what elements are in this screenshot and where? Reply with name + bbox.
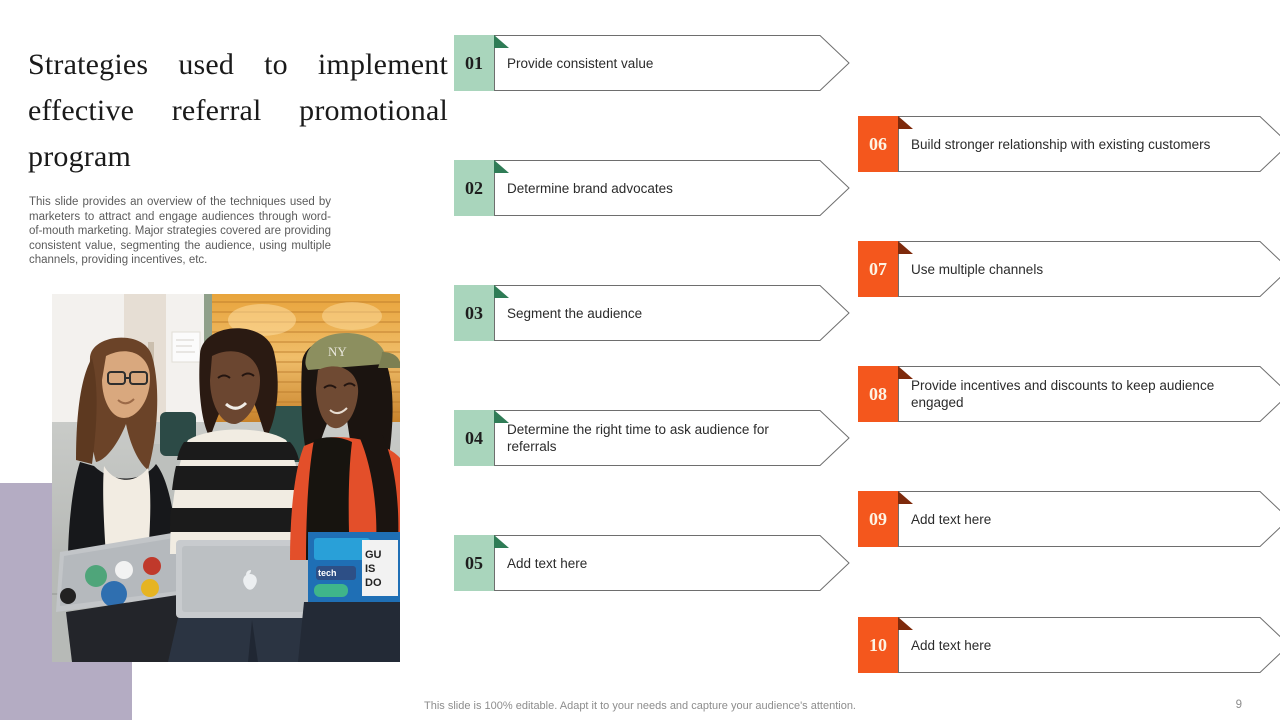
page-number: 9 — [1235, 699, 1242, 711]
strategy-label: Determine the right time to ask audience for referrals — [507, 422, 769, 454]
svg-text:tech: tech — [318, 568, 337, 578]
corner-fold-icon — [494, 535, 509, 548]
corner-fold-icon — [898, 116, 913, 129]
corner-fold-icon — [898, 491, 913, 504]
strategy-number-badge: 10 — [858, 617, 898, 673]
strategy-number-badge: 04 — [454, 410, 494, 466]
person-right — [290, 333, 400, 662]
corner-fold-icon — [898, 617, 913, 630]
strategy-number-badge: 03 — [454, 285, 494, 341]
strategy-item-06[interactable] — [858, 116, 1260, 172]
strategy-item-10[interactable] — [858, 617, 1260, 673]
corner-fold-icon — [898, 241, 913, 254]
page-title: Strategies used to implement effective referral promotional program — [28, 48, 448, 173]
svg-text:GU: GU — [365, 549, 382, 561]
strategy-item-02[interactable] — [454, 160, 850, 216]
strategy-label: Add text here — [911, 511, 992, 527]
strategy-item-07[interactable] — [858, 241, 1260, 297]
strategy-label: Add text here — [507, 555, 588, 571]
svg-text:IS: IS — [365, 563, 376, 575]
corner-fold-icon — [494, 410, 509, 423]
team-photo — [52, 294, 400, 662]
strategy-label: Use multiple channels — [911, 261, 1044, 277]
strategy-item-09[interactable] — [858, 491, 1260, 547]
strategy-number-badge: 05 — [454, 535, 494, 591]
team-photo-illustration — [52, 294, 400, 662]
strategy-number-badge: 06 — [858, 116, 898, 172]
svg-text:DO: DO — [365, 577, 382, 589]
strategy-item-01[interactable] — [454, 35, 850, 91]
footer-note: This slide is 100% editable. Adapt it to your needs and capture your audience's attention. — [424, 700, 856, 712]
strategy-label: Segment the audience — [507, 305, 643, 321]
strategy-label: Provide incentives and discounts to keep audience engaged — [911, 378, 1215, 410]
strategy-label: Build stronger relationship with existing customers — [911, 136, 1211, 152]
strategy-number-badge: 07 — [858, 241, 898, 297]
strategy-item-04[interactable] — [454, 410, 850, 466]
svg-text:NY: NY — [328, 344, 347, 359]
strategy-number-badge: 08 — [858, 366, 898, 422]
strategy-number-badge: 09 — [858, 491, 898, 547]
strategy-number-badge: 02 — [454, 160, 494, 216]
strategy-label: Provide consistent value — [507, 55, 654, 71]
strategy-number-badge: 01 — [454, 35, 494, 91]
strategy-item-05[interactable] — [454, 535, 850, 591]
strategy-label: Add text here — [911, 637, 992, 653]
strategy-item-08[interactable] — [858, 366, 1260, 422]
corner-fold-icon — [494, 285, 509, 298]
strategy-label: Determine brand advocates — [507, 180, 673, 196]
strategy-item-03[interactable] — [454, 285, 850, 341]
slide-description: This slide provides an overview of the techniques used by marketers to attract and engage audiences through word-of-mouth marketing. Major strategies covered are providing consistent value, segmenting the audience, using multiple channels, providing incentives, etc. — [29, 196, 331, 267]
corner-fold-icon — [494, 160, 509, 173]
corner-fold-icon — [494, 35, 509, 48]
corner-fold-icon — [898, 366, 913, 379]
